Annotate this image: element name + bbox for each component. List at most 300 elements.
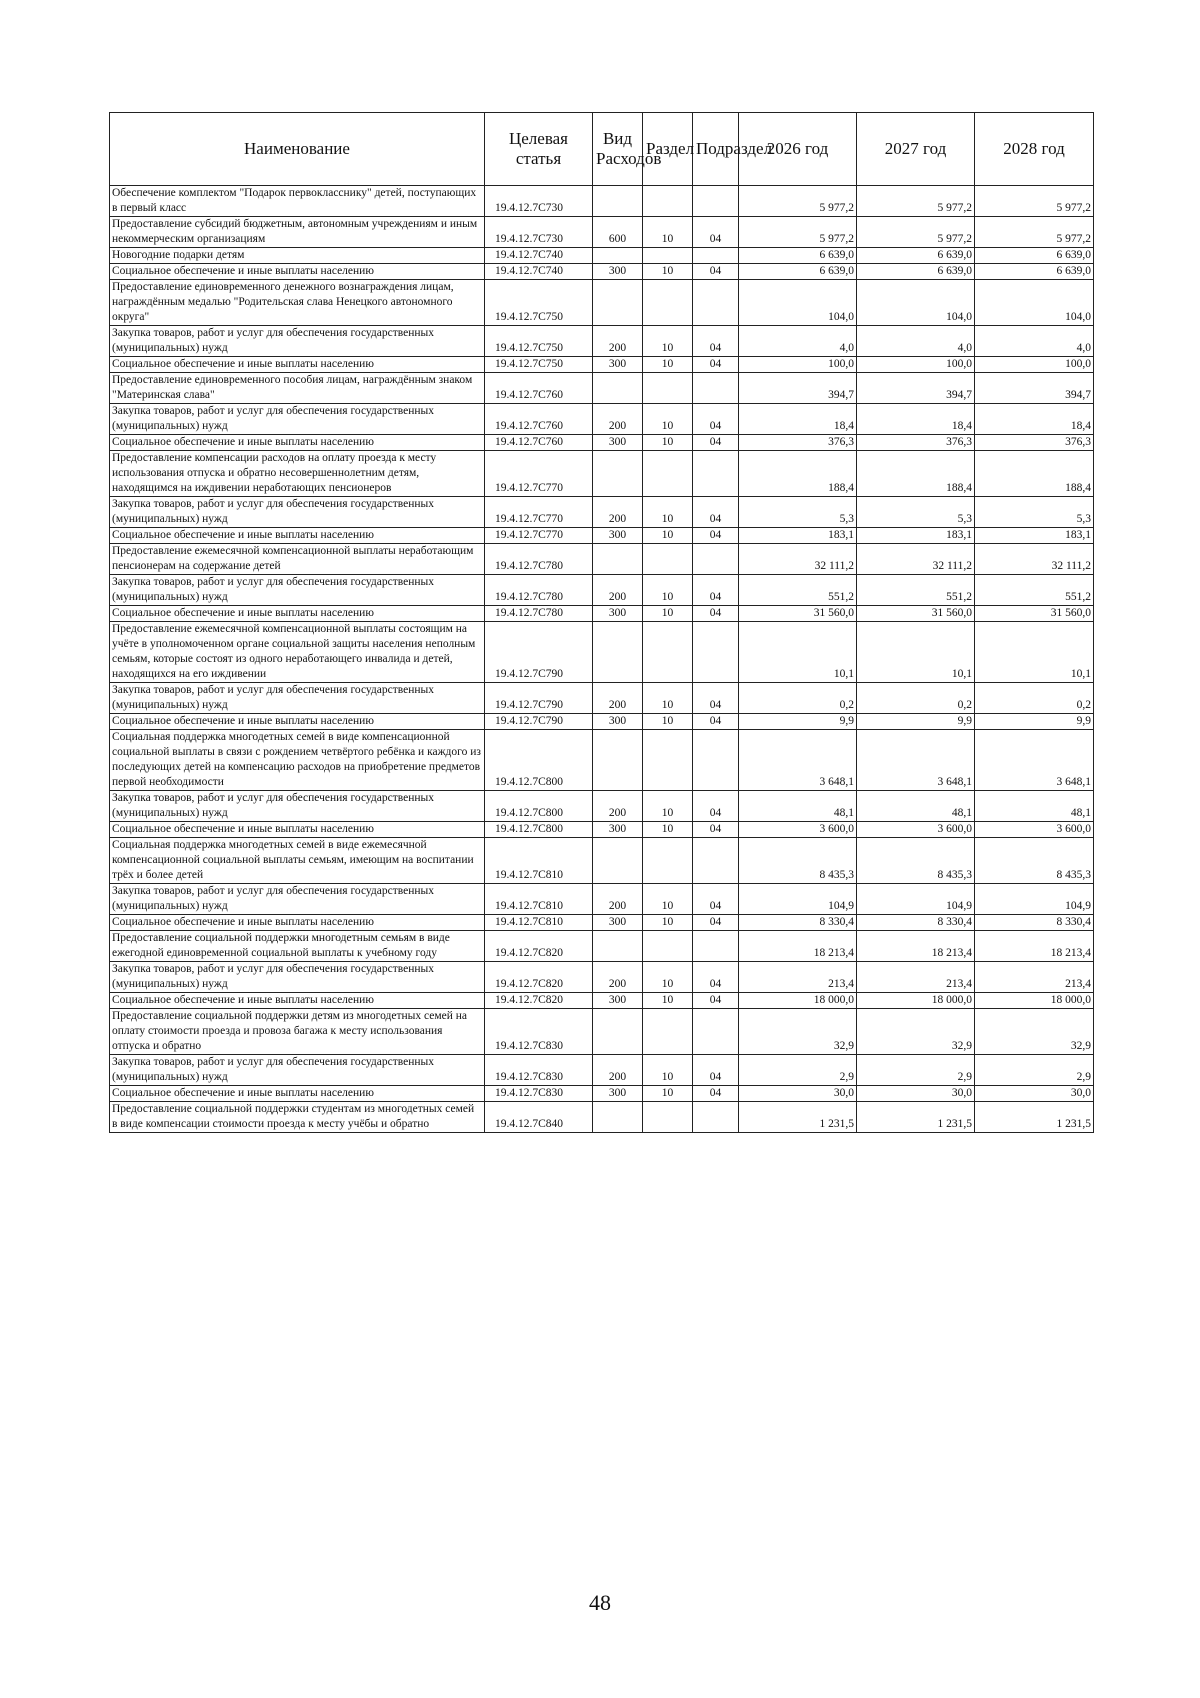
expense-type-cell: 300 [593, 528, 643, 544]
target-article-cell: 19.4.12.7С810 [485, 838, 593, 884]
header-year-2026: 2026 год [739, 113, 857, 186]
table-row [110, 962, 1094, 993]
row-name-cell: Закупка товаров, работ и услуг для обеспечения государственных (муниципальных) нужд [110, 326, 485, 357]
amount-2027-cell: 188,4 [857, 451, 975, 497]
expense-type-cell [593, 1102, 643, 1133]
amount-2028-cell: 104,9 [975, 884, 1094, 915]
target-article-cell: 19.4.12.7С760 [485, 404, 593, 435]
table-row [110, 326, 1094, 357]
section-cell [643, 730, 693, 791]
amount-2026-cell: 1 231,5 [739, 1102, 857, 1133]
subsection-cell: 04 [693, 264, 739, 280]
amount-2027-cell: 10,1 [857, 622, 975, 683]
expense-type-cell: 300 [593, 1086, 643, 1102]
amount-2028-cell: 104,0 [975, 280, 1094, 326]
amount-2027-cell: 5 977,2 [857, 186, 975, 217]
amount-2026-cell: 104,0 [739, 280, 857, 326]
table-body [110, 186, 1094, 1133]
row-name-cell: Предоставление единовременного пособия лицам, награждённым знаком "Материнская слава" [110, 373, 485, 404]
expense-type-cell: 300 [593, 822, 643, 838]
target-article-cell: 19.4.12.7С780 [485, 606, 593, 622]
subsection-cell: 04 [693, 962, 739, 993]
amount-2027-cell: 18,4 [857, 404, 975, 435]
amount-2026-cell: 104,9 [739, 884, 857, 915]
target-article-cell: 19.4.12.7С790 [485, 683, 593, 714]
expense-type-cell [593, 451, 643, 497]
target-article-cell: 19.4.12.7С760 [485, 373, 593, 404]
table-row [110, 931, 1094, 962]
table-row [110, 280, 1094, 326]
amount-2027-cell: 32 111,2 [857, 544, 975, 575]
expense-type-cell: 200 [593, 575, 643, 606]
expense-type-cell [593, 931, 643, 962]
amount-2026-cell: 6 639,0 [739, 264, 857, 280]
expense-type-cell: 200 [593, 1055, 643, 1086]
row-name-cell: Предоставление социальной поддержки студентам из многодетных семей в виде компенсации стоимости проезда к месту учёбы и обратно [110, 1102, 485, 1133]
target-article-cell: 19.4.12.7С800 [485, 791, 593, 822]
section-cell: 10 [643, 1055, 693, 1086]
amount-2026-cell: 32 111,2 [739, 544, 857, 575]
expense-type-cell: 300 [593, 915, 643, 931]
section-cell [643, 622, 693, 683]
table-row [110, 622, 1094, 683]
header-expense-type: Вид Расходов [593, 113, 643, 186]
expense-type-cell [593, 1009, 643, 1055]
expense-type-cell: 300 [593, 993, 643, 1009]
amount-2028-cell: 188,4 [975, 451, 1094, 497]
amount-2028-cell: 8 435,3 [975, 838, 1094, 884]
amount-2026-cell: 376,3 [739, 435, 857, 451]
subsection-cell: 04 [693, 1055, 739, 1086]
subsection-cell: 04 [693, 575, 739, 606]
section-cell: 10 [643, 575, 693, 606]
target-article-cell: 19.4.12.7С760 [485, 435, 593, 451]
target-article-cell: 19.4.12.7С780 [485, 544, 593, 575]
subsection-cell [693, 248, 739, 264]
amount-2027-cell: 394,7 [857, 373, 975, 404]
row-name-cell: Новогодние подарки детям [110, 248, 485, 264]
amount-2026-cell: 5 977,2 [739, 186, 857, 217]
row-name-cell: Предоставление единовременного денежного вознаграждения лицам, награждённым медалью "Родительская слава Ненецкого автономного округа" [110, 280, 485, 326]
expense-type-cell: 300 [593, 435, 643, 451]
subsection-cell [693, 280, 739, 326]
amount-2027-cell: 30,0 [857, 1086, 975, 1102]
amount-2028-cell: 5,3 [975, 497, 1094, 528]
page-number: 48 [589, 1590, 611, 1615]
table-row [110, 404, 1094, 435]
amount-2026-cell: 18 000,0 [739, 993, 857, 1009]
subsection-cell: 04 [693, 497, 739, 528]
row-name-cell: Социальное обеспечение и иные выплаты населению [110, 357, 485, 373]
amount-2027-cell: 5 977,2 [857, 217, 975, 248]
amount-2028-cell: 213,4 [975, 962, 1094, 993]
row-name-cell: Социальное обеспечение и иные выплаты населению [110, 606, 485, 622]
target-article-cell: 19.4.12.7С800 [485, 822, 593, 838]
expense-type-cell: 300 [593, 264, 643, 280]
amount-2028-cell: 4,0 [975, 326, 1094, 357]
target-article-cell: 19.4.12.7С740 [485, 248, 593, 264]
header-year-2027: 2027 год [857, 113, 975, 186]
target-article-cell: 19.4.12.7С820 [485, 931, 593, 962]
amount-2027-cell: 104,9 [857, 884, 975, 915]
amount-2027-cell: 213,4 [857, 962, 975, 993]
row-name-cell: Закупка товаров, работ и услуг для обеспечения государственных (муниципальных) нужд [110, 404, 485, 435]
row-name-cell: Предоставление ежемесячной компенсационной выплаты неработающим пенсионерам на содержание детей [110, 544, 485, 575]
target-article-cell: 19.4.12.7С740 [485, 264, 593, 280]
target-article-cell: 19.4.12.7С820 [485, 962, 593, 993]
header-subsection: Подраздел [693, 113, 739, 186]
target-article-cell: 19.4.12.7С830 [485, 1055, 593, 1086]
target-article-cell: 19.4.12.7С830 [485, 1086, 593, 1102]
subsection-cell [693, 730, 739, 791]
amount-2027-cell: 18 213,4 [857, 931, 975, 962]
table-row [110, 683, 1094, 714]
row-name-cell: Социальная поддержка многодетных семей в виде ежемесячной компенсационной социальной выплаты семьям, имеющим на воспитании трёх и более детей [110, 838, 485, 884]
row-name-cell: Социальная поддержка многодетных семей в виде компенсационной социальной выплаты в связи с рождением четвёртого ребёнка и каждого из последующих детей на компенсацию расходов на приобретение предметов первой необходимости [110, 730, 485, 791]
amount-2027-cell: 18 000,0 [857, 993, 975, 1009]
amount-2026-cell: 100,0 [739, 357, 857, 373]
target-article-cell: 19.4.12.7С770 [485, 528, 593, 544]
table-row [110, 544, 1094, 575]
target-article-cell: 19.4.12.7С730 [485, 186, 593, 217]
subsection-cell: 04 [693, 714, 739, 730]
amount-2028-cell: 6 639,0 [975, 248, 1094, 264]
section-cell: 10 [643, 264, 693, 280]
subsection-cell: 04 [693, 993, 739, 1009]
expense-type-cell: 300 [593, 606, 643, 622]
amount-2027-cell: 8 330,4 [857, 915, 975, 931]
section-cell [643, 544, 693, 575]
target-article-cell: 19.4.12.7С820 [485, 993, 593, 1009]
row-name-cell: Закупка товаров, работ и услуг для обеспечения государственных (муниципальных) нужд [110, 884, 485, 915]
amount-2026-cell: 31 560,0 [739, 606, 857, 622]
table-row [110, 497, 1094, 528]
row-name-cell: Социальное обеспечение и иные выплаты населению [110, 714, 485, 730]
row-name-cell: Предоставление субсидий бюджетным, автономным учреждениям и иным некоммерческим организациям [110, 217, 485, 248]
header-name: Наименование [110, 113, 485, 186]
table-row [110, 1086, 1094, 1102]
target-article-cell: 19.4.12.7С770 [485, 451, 593, 497]
subsection-cell [693, 544, 739, 575]
subsection-cell [693, 1102, 739, 1133]
row-name-cell: Предоставление компенсации расходов на оплату проезда к месту использования отпуска и обратно несовершеннолетним детям, находящимся на иждивении неработающих пенсионеров [110, 451, 485, 497]
table-row [110, 791, 1094, 822]
amount-2028-cell: 9,9 [975, 714, 1094, 730]
amount-2026-cell: 183,1 [739, 528, 857, 544]
amount-2027-cell: 2,9 [857, 1055, 975, 1086]
expense-type-cell: 200 [593, 962, 643, 993]
table-row [110, 528, 1094, 544]
budget-table [109, 112, 1094, 1133]
table-row [110, 1009, 1094, 1055]
row-name-cell: Социальное обеспечение и иные выплаты населению [110, 822, 485, 838]
amount-2028-cell: 31 560,0 [975, 606, 1094, 622]
subsection-cell: 04 [693, 683, 739, 714]
table-row [110, 1055, 1094, 1086]
section-cell [643, 248, 693, 264]
section-cell: 10 [643, 884, 693, 915]
amount-2026-cell: 18 213,4 [739, 931, 857, 962]
amount-2028-cell: 376,3 [975, 435, 1094, 451]
table-row [110, 993, 1094, 1009]
target-article-cell: 19.4.12.7С810 [485, 915, 593, 931]
amount-2028-cell: 32,9 [975, 1009, 1094, 1055]
amount-2028-cell: 1 231,5 [975, 1102, 1094, 1133]
amount-2028-cell: 48,1 [975, 791, 1094, 822]
section-cell: 10 [643, 791, 693, 822]
row-name-cell: Закупка товаров, работ и услуг для обеспечения государственных (муниципальных) нужд [110, 791, 485, 822]
subsection-cell: 04 [693, 326, 739, 357]
header-year-2028: 2028 год [975, 113, 1094, 186]
target-article-cell: 19.4.12.7С840 [485, 1102, 593, 1133]
amount-2026-cell: 4,0 [739, 326, 857, 357]
amount-2028-cell: 100,0 [975, 357, 1094, 373]
row-name-cell: Социальное обеспечение и иные выплаты населению [110, 993, 485, 1009]
section-cell [643, 373, 693, 404]
row-name-cell: Предоставление социальной поддержки детям из многодетных семей на оплату стоимости проезда и провоза багажа к месту использования отпуска и обратно [110, 1009, 485, 1055]
amount-2027-cell: 183,1 [857, 528, 975, 544]
table-row [110, 884, 1094, 915]
subsection-cell: 04 [693, 404, 739, 435]
target-article-cell: 19.4.12.7С730 [485, 217, 593, 248]
target-article-cell: 19.4.12.7С790 [485, 714, 593, 730]
section-cell: 10 [643, 357, 693, 373]
amount-2026-cell: 3 600,0 [739, 822, 857, 838]
section-cell [643, 931, 693, 962]
section-cell [643, 186, 693, 217]
subsection-cell [693, 838, 739, 884]
amount-2027-cell: 32,9 [857, 1009, 975, 1055]
amount-2028-cell: 10,1 [975, 622, 1094, 683]
amount-2026-cell: 30,0 [739, 1086, 857, 1102]
section-cell [643, 1102, 693, 1133]
table-row [110, 822, 1094, 838]
section-cell [643, 451, 693, 497]
row-name-cell: Предоставление социальной поддержки многодетным семьям в виде ежегодной единовременной социальной выплаты к учебному году [110, 931, 485, 962]
section-cell: 10 [643, 915, 693, 931]
subsection-cell: 04 [693, 357, 739, 373]
amount-2026-cell: 9,9 [739, 714, 857, 730]
section-cell [643, 1009, 693, 1055]
amount-2027-cell: 8 435,3 [857, 838, 975, 884]
section-cell: 10 [643, 497, 693, 528]
amount-2027-cell: 104,0 [857, 280, 975, 326]
amount-2027-cell: 3 600,0 [857, 822, 975, 838]
amount-2027-cell: 376,3 [857, 435, 975, 451]
amount-2026-cell: 213,4 [739, 962, 857, 993]
row-name-cell: Закупка товаров, работ и услуг для обеспечения государственных (муниципальных) нужд [110, 497, 485, 528]
subsection-cell [693, 373, 739, 404]
subsection-cell: 04 [693, 435, 739, 451]
target-article-cell: 19.4.12.7С750 [485, 326, 593, 357]
section-cell: 10 [643, 435, 693, 451]
amount-2027-cell: 6 639,0 [857, 264, 975, 280]
row-name-cell: Закупка товаров, работ и услуг для обеспечения государственных (муниципальных) нужд [110, 1055, 485, 1086]
expense-type-cell [593, 622, 643, 683]
subsection-cell: 04 [693, 606, 739, 622]
amount-2026-cell: 8 435,3 [739, 838, 857, 884]
amount-2027-cell: 100,0 [857, 357, 975, 373]
amount-2028-cell: 3 600,0 [975, 822, 1094, 838]
amount-2028-cell: 2,9 [975, 1055, 1094, 1086]
section-cell: 10 [643, 217, 693, 248]
amount-2027-cell: 0,2 [857, 683, 975, 714]
section-cell: 10 [643, 962, 693, 993]
expense-type-cell [593, 373, 643, 404]
row-name-cell: Социальное обеспечение и иные выплаты населению [110, 528, 485, 544]
row-name-cell: Социальное обеспечение и иные выплаты населению [110, 264, 485, 280]
table-row [110, 264, 1094, 280]
amount-2026-cell: 6 639,0 [739, 248, 857, 264]
expense-type-cell [593, 544, 643, 575]
amount-2027-cell: 31 560,0 [857, 606, 975, 622]
header-target-article: Целевая статья [485, 113, 593, 186]
amount-2026-cell: 394,7 [739, 373, 857, 404]
target-article-cell: 19.4.12.7С750 [485, 280, 593, 326]
table-row [110, 435, 1094, 451]
amount-2026-cell: 188,4 [739, 451, 857, 497]
expense-type-cell: 600 [593, 217, 643, 248]
amount-2026-cell: 0,2 [739, 683, 857, 714]
section-cell: 10 [643, 606, 693, 622]
table-header-row [110, 113, 1094, 186]
amount-2027-cell: 551,2 [857, 575, 975, 606]
subsection-cell: 04 [693, 915, 739, 931]
section-cell [643, 280, 693, 326]
expense-type-cell: 200 [593, 884, 643, 915]
amount-2028-cell: 5 977,2 [975, 186, 1094, 217]
row-name-cell: Закупка товаров, работ и услуг для обеспечения государственных (муниципальных) нужд [110, 575, 485, 606]
subsection-cell: 04 [693, 884, 739, 915]
expense-type-cell: 200 [593, 683, 643, 714]
row-name-cell: Закупка товаров, работ и услуг для обеспечения государственных (муниципальных) нужд [110, 962, 485, 993]
target-article-cell: 19.4.12.7С780 [485, 575, 593, 606]
subsection-cell: 04 [693, 791, 739, 822]
table-row [110, 357, 1094, 373]
expense-type-cell: 200 [593, 404, 643, 435]
row-name-cell: Социальное обеспечение и иные выплаты населению [110, 915, 485, 931]
amount-2026-cell: 18,4 [739, 404, 857, 435]
amount-2028-cell: 30,0 [975, 1086, 1094, 1102]
section-cell: 10 [643, 822, 693, 838]
subsection-cell [693, 186, 739, 217]
amount-2028-cell: 8 330,4 [975, 915, 1094, 931]
expense-type-cell [593, 838, 643, 884]
expense-type-cell: 200 [593, 326, 643, 357]
row-name-cell: Социальное обеспечение и иные выплаты населению [110, 435, 485, 451]
subsection-cell [693, 451, 739, 497]
row-name-cell: Обеспечение комплектом "Подарок первокласснику" детей, поступающих в первый класс [110, 186, 485, 217]
table-row [110, 838, 1094, 884]
section-cell: 10 [643, 714, 693, 730]
section-cell: 10 [643, 528, 693, 544]
row-name-cell: Социальное обеспечение и иные выплаты населению [110, 1086, 485, 1102]
target-article-cell: 19.4.12.7С750 [485, 357, 593, 373]
table-row [110, 1102, 1094, 1133]
amount-2028-cell: 551,2 [975, 575, 1094, 606]
amount-2026-cell: 10,1 [739, 622, 857, 683]
expense-type-cell: 200 [593, 497, 643, 528]
amount-2028-cell: 18 213,4 [975, 931, 1094, 962]
table-row [110, 714, 1094, 730]
amount-2028-cell: 18 000,0 [975, 993, 1094, 1009]
section-cell: 10 [643, 993, 693, 1009]
subsection-cell: 04 [693, 1086, 739, 1102]
subsection-cell [693, 622, 739, 683]
amount-2028-cell: 18,4 [975, 404, 1094, 435]
amount-2028-cell: 3 648,1 [975, 730, 1094, 791]
expense-type-cell: 300 [593, 357, 643, 373]
amount-2026-cell: 551,2 [739, 575, 857, 606]
amount-2028-cell: 32 111,2 [975, 544, 1094, 575]
section-cell: 10 [643, 326, 693, 357]
amount-2027-cell: 3 648,1 [857, 730, 975, 791]
table-row [110, 217, 1094, 248]
amount-2028-cell: 6 639,0 [975, 264, 1094, 280]
table-row [110, 186, 1094, 217]
amount-2027-cell: 48,1 [857, 791, 975, 822]
section-cell: 10 [643, 683, 693, 714]
section-cell [643, 838, 693, 884]
table-row [110, 373, 1094, 404]
subsection-cell: 04 [693, 217, 739, 248]
row-name-cell: Предоставление ежемесячной компенсационной выплаты состоящим на учёте в уполномоченном органе социальной защиты населения неполным семьям, которые состоят из одного неработающего инвалида и детей, находящихся на его иждивении [110, 622, 485, 683]
table-row [110, 606, 1094, 622]
row-name-cell: Закупка товаров, работ и услуг для обеспечения государственных (муниципальных) нужд [110, 683, 485, 714]
target-article-cell: 19.4.12.7С790 [485, 622, 593, 683]
section-cell: 10 [643, 1086, 693, 1102]
header-section: Раздел [643, 113, 693, 186]
target-article-cell: 19.4.12.7С810 [485, 884, 593, 915]
table-row [110, 575, 1094, 606]
amount-2028-cell: 183,1 [975, 528, 1094, 544]
amount-2027-cell: 9,9 [857, 714, 975, 730]
amount-2027-cell: 5,3 [857, 497, 975, 528]
expense-type-cell [593, 186, 643, 217]
expense-type-cell [593, 248, 643, 264]
subsection-cell: 04 [693, 822, 739, 838]
amount-2026-cell: 2,9 [739, 1055, 857, 1086]
amount-2028-cell: 394,7 [975, 373, 1094, 404]
amount-2026-cell: 5,3 [739, 497, 857, 528]
section-cell: 10 [643, 404, 693, 435]
expense-type-cell [593, 730, 643, 791]
amount-2028-cell: 5 977,2 [975, 217, 1094, 248]
amount-2027-cell: 6 639,0 [857, 248, 975, 264]
expense-type-cell: 200 [593, 791, 643, 822]
expense-type-cell: 300 [593, 714, 643, 730]
table-row [110, 248, 1094, 264]
amount-2026-cell: 3 648,1 [739, 730, 857, 791]
amount-2027-cell: 4,0 [857, 326, 975, 357]
amount-2028-cell: 0,2 [975, 683, 1094, 714]
subsection-cell: 04 [693, 528, 739, 544]
table-row [110, 915, 1094, 931]
amount-2026-cell: 32,9 [739, 1009, 857, 1055]
amount-2026-cell: 5 977,2 [739, 217, 857, 248]
amount-2027-cell: 1 231,5 [857, 1102, 975, 1133]
target-article-cell: 19.4.12.7С770 [485, 497, 593, 528]
table-row [110, 730, 1094, 791]
target-article-cell: 19.4.12.7С800 [485, 730, 593, 791]
subsection-cell [693, 931, 739, 962]
amount-2026-cell: 8 330,4 [739, 915, 857, 931]
subsection-cell [693, 1009, 739, 1055]
target-article-cell: 19.4.12.7С830 [485, 1009, 593, 1055]
amount-2026-cell: 48,1 [739, 791, 857, 822]
expense-type-cell [593, 280, 643, 326]
table-row [110, 451, 1094, 497]
